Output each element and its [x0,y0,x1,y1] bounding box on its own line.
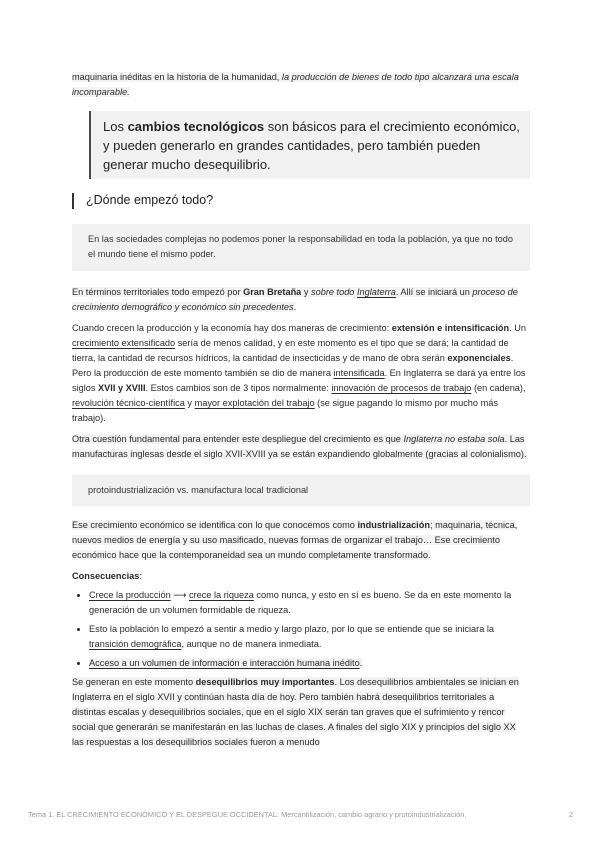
quote-bold: cambios tecnológicos [127,119,265,134]
callout-text: protoindustrialización vs. manufactura local tradicional [88,485,309,495]
page-footer [28,810,573,819]
quote-text [103,117,520,174]
document-page [72,70,530,750]
underlined-run: Inglaterra [356,287,396,297]
text-run: como nunca, y esto en sí es bueno. Se da en este momento la generación de un volumen formidable de riqueza. [89,590,512,615]
text-run: . [293,302,297,312]
callout-block-protoindustrializacion [72,475,530,506]
section-heading [72,191,530,210]
bold-run: XVII y XVIII [98,383,146,393]
underlined-run: revolución técnico-científica [72,398,185,408]
text-run: : [139,571,142,581]
text-run: . Las manufacturas inglesas desde el siglo XVII-XVIII ya se están expandiendo globalmente (gracias al colonialismo). [72,434,527,459]
underlined-run: crece la riqueza [189,590,254,600]
intro-italic: la producción de bienes de todo tipo alcanzará una escala incomparable. [72,72,519,97]
footer-text: Tema 1. EL CRECIMIENTO ECONÓMICO Y EL DESPEGUE OCCIDENTAL: Mercantilización, cambio agrario y protoindustrialización. [28,810,467,819]
underlined-run: transición demográfica [89,639,182,649]
page-number: 2 [568,810,573,819]
italic-run: sobre todo [311,287,357,297]
text-run: . Pero la producción de este momento también se dio de manera [72,353,514,378]
text-run: Se generan en este momento [72,677,196,687]
text-run: . En Inglaterra se dará ya entre los siglos [72,368,526,393]
bold-run: industrialización [357,520,430,530]
callout-text: En las sociedades complejas no podemos poner la responsabilidad en toda la población, ya que no todo el mundo tiene el mismo poder. [88,234,513,259]
underlined-run: Crece la producción [89,590,171,600]
paragraph-industrializacion [72,518,530,563]
intro-paragraph [72,70,530,100]
underlined-run: intensificada [333,368,385,378]
bold-run: desequilibrios muy importantes [195,677,335,687]
text-run: . Un [509,323,526,333]
text-run: ; maquinaria, técnica, nuevos medios de energía y su uso masificado, nuevas formas de organizar el trabajo… Ese crecimiento económico hace que la contemporaneidad sea un mundo completamente transformado. [72,520,518,560]
paragraph-colonialismo [72,432,530,462]
bold-run: exponenciales [447,353,511,363]
text-run: En términos territoriales todo empezó por [72,287,244,297]
text-run: y [184,398,195,408]
consecuencias-list [72,588,530,671]
text-run: . Estos cambios son de 3 tipos normalmente: [145,383,332,393]
underlined-run: mayor explotación del trabajo [194,398,315,408]
text-run: . [359,658,363,668]
list-item [89,656,530,671]
text-run: y [301,287,311,297]
arrow-text: ⟶ [170,590,189,600]
intro-plain: maquinaria inéditas en la historia de la humanidad, [72,72,282,82]
text-run: sería de menos calidad, y en este momento es el tipo que se dará; la cantidad de tierra, la cantidad de recursos hídricos, la cantidad de insecticidas y de mano de obra serán [72,338,509,363]
underlined-run: crecimiento extensificado [72,338,176,348]
list-item [89,588,530,618]
text-run: Esto la población lo empezó a sentir a medio y largo plazo, por lo que se entiende que se iniciara la [89,624,495,634]
text-run: Cuando crecen la producción y la economía hay dos maneras de crecimiento: [72,323,392,333]
quote-block [89,111,530,179]
text-run: (en cadena), [471,383,526,393]
bold-run: Consecuencias [72,571,140,581]
quote-text-part: Los [103,119,128,134]
underlined-run: Acceso a un volumen de información e interacción humana inédito [89,658,360,668]
consecuencias-label [72,569,530,584]
text-run: , aunque no de manera inmediata. [181,639,322,649]
quote-text-part: son básicos para el crecimiento económico, y pueden generarlo en grandes cantidades, pero también pueden generar mucho desequilibrio. [103,119,520,172]
text-run: Otra cuestión fundamental para entender este despliegue del crecimiento es que [72,434,404,444]
italic-run: proceso de crecimiento demográfico y económico sin precedentes [72,287,518,312]
paragraph-territorial [72,285,530,315]
underlined-run: innovación de procesos de trabajo [331,383,472,393]
text-run: (se sigue pagando lo mismo por mucho más trabajo). [72,398,498,423]
callout-block [72,224,530,271]
paragraph-crecimiento [72,321,530,426]
bold-run: extensión e intensificación [391,323,510,333]
paragraph-desequilibrios [72,675,530,750]
italic-run: Inglaterra no estaba sola [403,434,505,444]
text-run: . Allí se iniciará un [395,287,473,297]
list-item [89,622,530,652]
text-run: Ese crecimiento económico se identifica con lo que conocemos como [72,520,358,530]
text-run: . Los desequilibrios ambientales se inician en Inglaterra en el siglo XVII y continúan hasta día de hoy. Pero también habrá desequilibrios territoriales a distintas escalas y desequilibrios sociales, que en el siglo XIX serán tan graves que el sufrimiento y rencor social que generarán se manifestarán en las luchas de clases. A finales del siglo XIX y principios del siglo XX las respuestas a los desequilibrios sociales fueron a menudo [72,677,519,747]
bold-run: Gran Bretaña [243,287,302,297]
section-heading-text: ¿Dónde empezó todo? [86,193,214,207]
